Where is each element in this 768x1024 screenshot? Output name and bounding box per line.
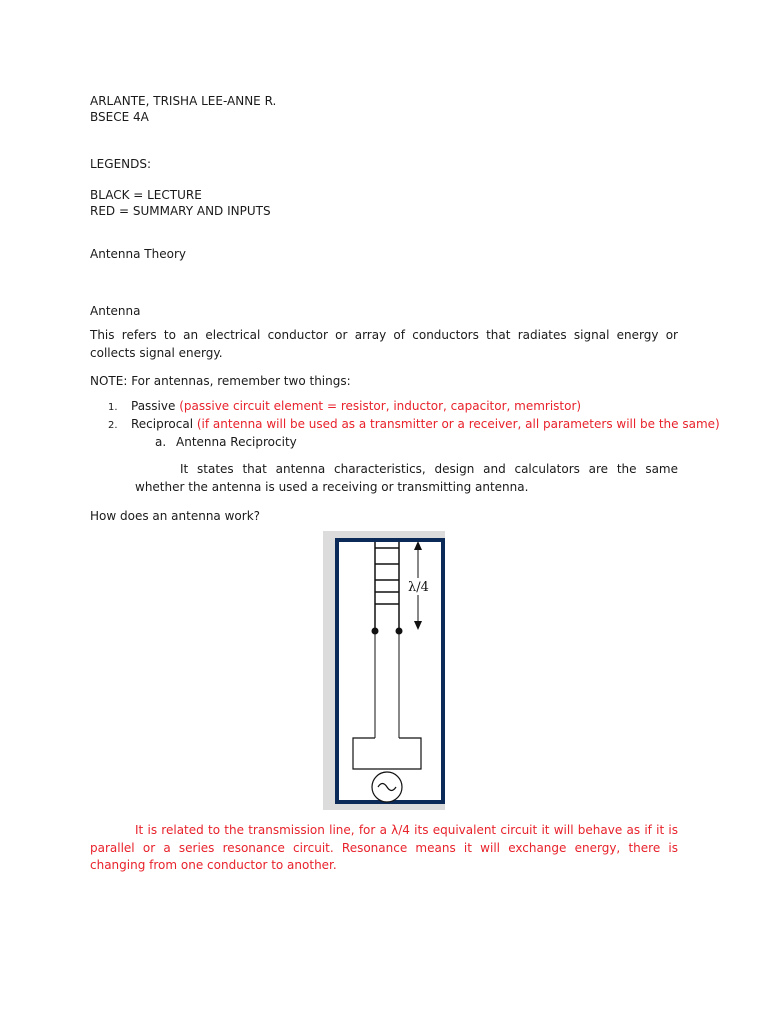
note-text: NOTE: For antennas, remember two things: xyxy=(90,374,351,388)
antenna-definition: This refers to an electrical conductor or array of conductors that radiates signal energy or collects signal energy. xyxy=(90,328,678,360)
list-detail-reciprocal: (if antenna will be used as a transmitter or a receiver, all parameters will be the same) xyxy=(196,417,720,431)
list-term-passive: Passive xyxy=(131,399,176,413)
section-heading: Antenna xyxy=(90,304,141,318)
list-detail-passive: (passive circuit element = resistor, inductor, capacitor, memristor) xyxy=(179,399,582,413)
list-item-passive xyxy=(131,398,581,415)
student-name: ARLANTE, TRISHA LEE-ANNE R. xyxy=(90,94,277,108)
legends-title: LEGENDS: xyxy=(90,157,152,171)
transmission-line-diagram xyxy=(323,531,445,810)
sublist-label: Antenna Reciprocity xyxy=(176,435,297,449)
reciprocity-description: It states that antenna characteristics, design and calculators are the same whether the antenna is used a receiving or transmitting antenna. xyxy=(135,462,678,494)
list-item-reciprocal xyxy=(131,416,720,433)
topic-title: Antenna Theory xyxy=(90,247,186,261)
list-number-1: 1. xyxy=(108,402,118,413)
sublist-letter: a. xyxy=(155,435,167,449)
list-term-reciprocal: Reciprocal xyxy=(131,417,194,431)
sublist-item-reciprocity xyxy=(155,434,297,451)
list-number-2: 2. xyxy=(108,420,118,431)
summary-paragraph: It is related to the transmission line, for a λ/4 its equivalent circuit it will behave as if it is parallel or a series resonance circuit. Resonance means it will exchange energy, there is changing from one conductor to another. xyxy=(90,823,678,872)
quarter-wave-figure xyxy=(323,531,445,810)
legend-black: BLACK = LECTURE xyxy=(90,188,202,202)
course-section: BSECE 4A xyxy=(90,110,149,124)
quarter-wavelength-label: λ/4 xyxy=(408,580,429,595)
question-text: How does an antenna work? xyxy=(90,509,261,523)
legend-red: RED = SUMMARY AND INPUTS xyxy=(90,204,271,218)
